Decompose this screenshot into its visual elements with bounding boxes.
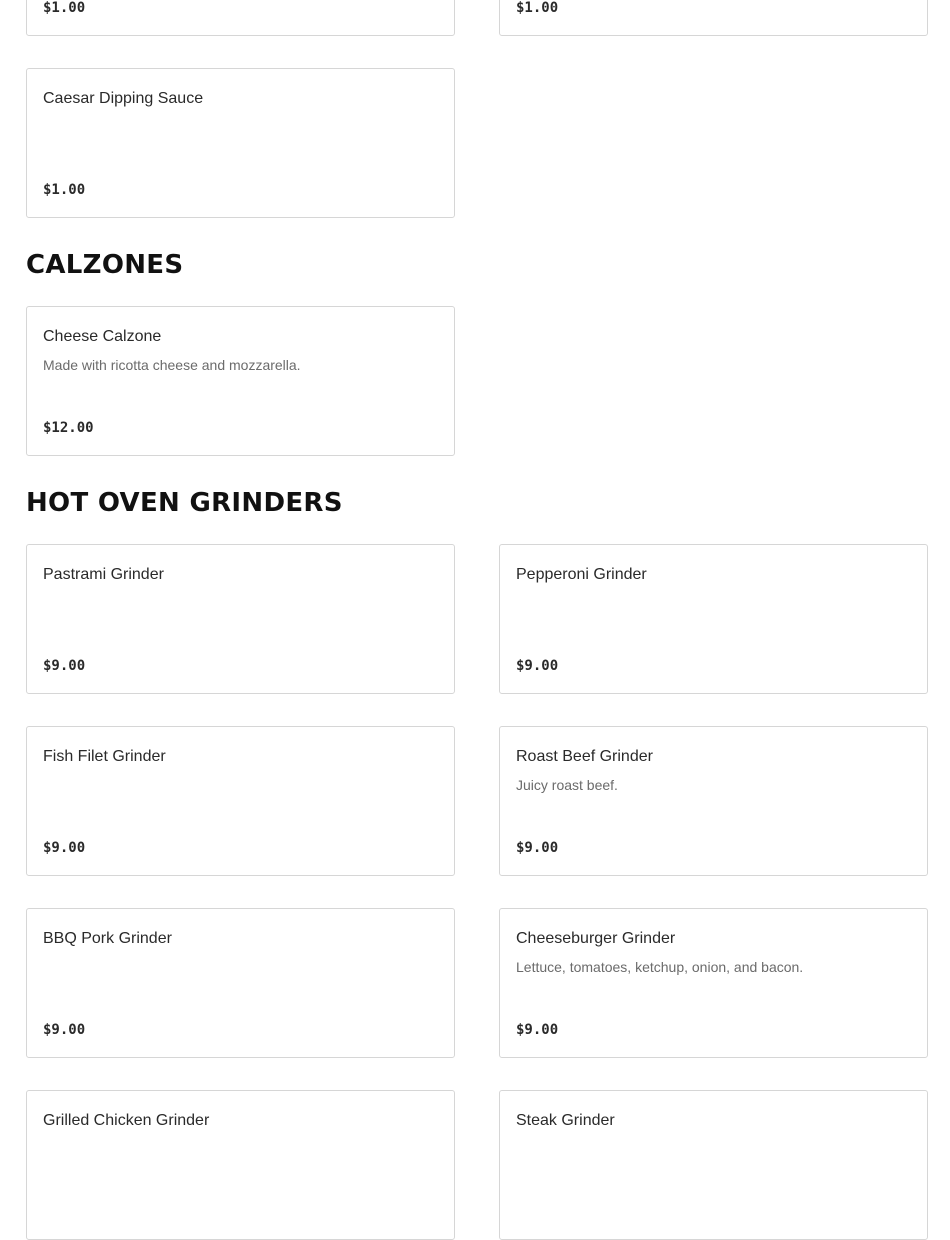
item-name: Steak Grinder — [516, 1112, 615, 1129]
menu-item-card[interactable] — [26, 68, 455, 218]
item-price: $1.00 — [43, 0, 86, 16]
item-name: Cheese Calzone — [43, 328, 162, 345]
item-name: Pastrami Grinder — [43, 566, 164, 583]
item-description: Made with ricotta cheese and mozzarella. — [43, 357, 301, 373]
item-price: $9.00 — [43, 1022, 86, 1038]
item-name: Pepperoni Grinder — [516, 566, 647, 583]
menu-item-card[interactable] — [26, 306, 455, 456]
item-price: $9.00 — [43, 658, 86, 674]
menu-item-card[interactable] — [499, 726, 928, 876]
menu-item-card[interactable] — [499, 544, 928, 694]
item-price: $9.00 — [516, 1022, 559, 1038]
item-price: $1.00 — [516, 0, 559, 16]
item-description: Juicy roast beef. — [516, 777, 618, 793]
item-description: Lettuce, tomatoes, ketchup, onion, and bacon. — [516, 959, 804, 975]
section-title-calzones: CALZONES — [26, 250, 184, 280]
item-price: $12.00 — [43, 420, 94, 436]
item-name: BBQ Pork Grinder — [43, 930, 172, 947]
menu-item-card[interactable] — [26, 1090, 455, 1240]
item-price: $9.00 — [516, 658, 559, 674]
menu-item-card[interactable] — [499, 908, 928, 1058]
menu-item-card[interactable] — [499, 1090, 928, 1240]
item-name: Roast Beef Grinder — [516, 748, 653, 765]
item-name: Cheeseburger Grinder — [516, 930, 676, 947]
menu-item-card[interactable] — [499, 0, 928, 36]
item-price: $1.00 — [43, 182, 86, 198]
item-name: Fish Filet Grinder — [43, 748, 166, 765]
menu-item-card[interactable] — [26, 726, 455, 876]
item-price: $9.00 — [43, 840, 86, 856]
section-title-hot-oven-grinders: HOT OVEN GRINDERS — [26, 488, 343, 518]
menu-item-card[interactable] — [26, 544, 455, 694]
menu-item-card[interactable] — [26, 908, 455, 1058]
item-name: Caesar Dipping Sauce — [43, 90, 204, 107]
menu-item-card[interactable] — [26, 0, 455, 36]
item-name: Grilled Chicken Grinder — [43, 1112, 210, 1129]
item-price: $9.00 — [516, 840, 559, 856]
